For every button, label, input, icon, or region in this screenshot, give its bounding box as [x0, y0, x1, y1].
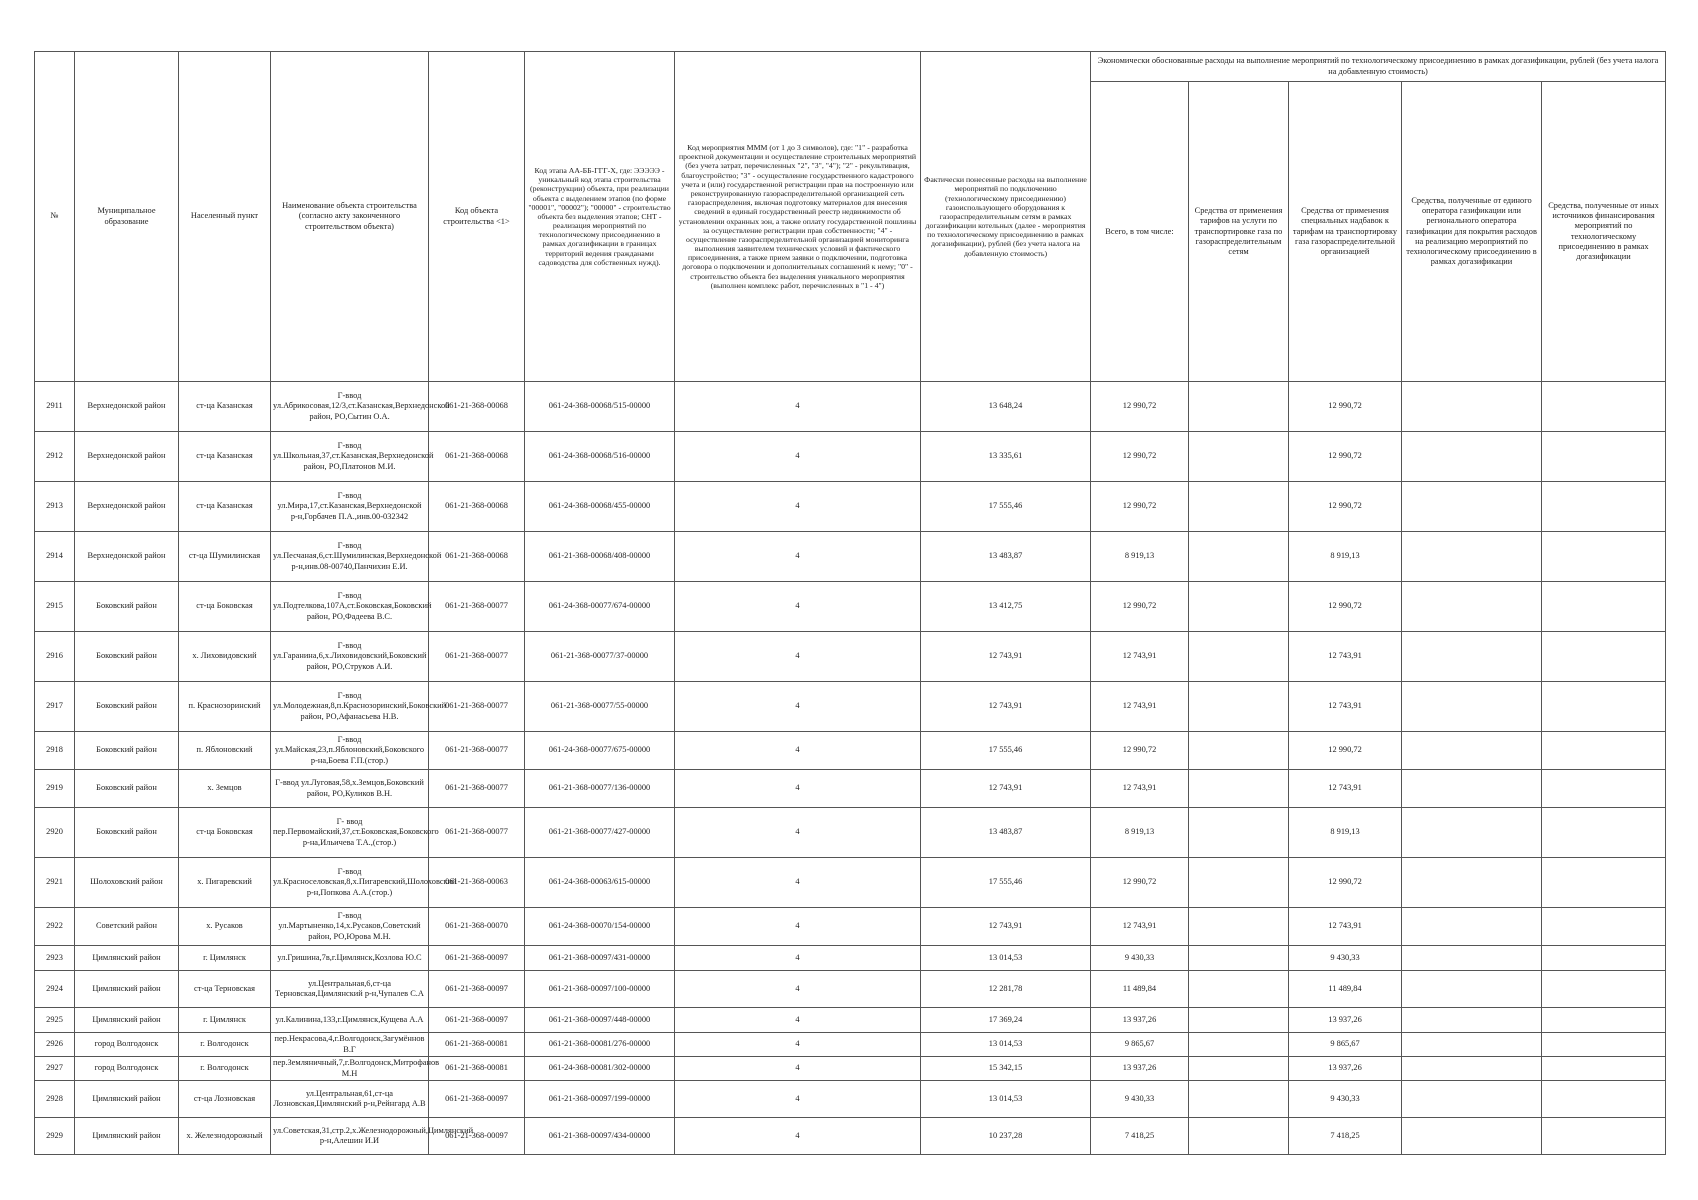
total-cell: 12 743,91 [1091, 770, 1189, 808]
actual-costs-cell: 12 281,78 [921, 971, 1091, 1008]
row-number: 2926 [35, 1033, 75, 1057]
header-other-sources: Средства, полученные от иных источников финансирования мероприятий по технологическому присоединению в рамках догазификации [1542, 82, 1666, 382]
object-name-cell: ул.Советская,31,стр.2,х.Железнодорожный,Цимлянский р-н,Алешин И.И [271, 1118, 429, 1155]
object-code-cell: 061-21-368-00068 [429, 432, 525, 482]
event-code-cell: 4 [675, 1118, 921, 1155]
header-object-code: Код объекта строительства <1> [429, 52, 525, 382]
object-name-cell: Г-ввод ул.Школьная,37,ст.Казанская,Верхнедонской район, РО,Платонов М.И. [271, 432, 429, 482]
single-operator-cell [1402, 808, 1542, 858]
other-sources-cell [1542, 1008, 1666, 1033]
municipality-cell: город Волгодонск [75, 1033, 179, 1057]
settlement-cell: г. Волгодонск [179, 1057, 271, 1081]
settlement-cell: х. Пигаревский [179, 858, 271, 908]
tariff-transport-cell [1189, 632, 1289, 682]
table-row [35, 858, 1666, 908]
object-code-cell: 061-21-368-00081 [429, 1057, 525, 1081]
single-operator-cell [1402, 482, 1542, 532]
total-cell: 12 990,72 [1091, 382, 1189, 432]
row-number: 2918 [35, 732, 75, 770]
table-row [35, 1057, 1666, 1081]
special-surcharge-cell: 13 937,26 [1289, 1008, 1402, 1033]
single-operator-cell [1402, 1057, 1542, 1081]
special-surcharge-cell: 12 990,72 [1289, 582, 1402, 632]
total-cell: 13 937,26 [1091, 1008, 1189, 1033]
tariff-transport-cell [1189, 858, 1289, 908]
actual-costs-cell: 17 555,46 [921, 482, 1091, 532]
municipality-cell: Боковский район [75, 732, 179, 770]
table-row [35, 682, 1666, 732]
header-settlement: Населенный пункт [179, 52, 271, 382]
other-sources-cell [1542, 432, 1666, 482]
row-number: 2911 [35, 382, 75, 432]
tariff-transport-cell [1189, 1008, 1289, 1033]
object-code-cell: 061-21-368-00068 [429, 482, 525, 532]
object-name-cell: ул.Центральная,6,ст-ца Терновская,Цимлянский р-н,Чупалев С.А [271, 971, 429, 1008]
tariff-transport-cell [1189, 532, 1289, 582]
object-name-cell: Г-ввод ул.Мира,17,ст.Казанская,Верхнедонской р-н,Горбачев П.А.,инв.00-032342 [271, 482, 429, 532]
event-code-cell: 4 [675, 682, 921, 732]
settlement-cell: ст-ца Казанская [179, 382, 271, 432]
settlement-cell: г. Волгодонск [179, 1033, 271, 1057]
object-code-cell: 061-21-368-00077 [429, 582, 525, 632]
stage-code-cell: 061-24-368-00077/674-00000 [525, 582, 675, 632]
stage-code-cell: 061-24-368-00077/675-00000 [525, 732, 675, 770]
actual-costs-cell: 13 648,24 [921, 382, 1091, 432]
single-operator-cell [1402, 858, 1542, 908]
municipality-cell: Верхнедонской район [75, 382, 179, 432]
municipality-cell: Цимлянский район [75, 946, 179, 971]
other-sources-cell [1542, 808, 1666, 858]
actual-costs-cell: 17 555,46 [921, 732, 1091, 770]
total-cell: 12 990,72 [1091, 858, 1189, 908]
total-cell: 8 919,13 [1091, 532, 1189, 582]
object-name-cell: Г-ввод ул.Гаранина,6,х.Лиховидовский,Боковский район, РО,Струков А.И. [271, 632, 429, 682]
single-operator-cell [1402, 682, 1542, 732]
event-code-cell: 4 [675, 1057, 921, 1081]
total-cell: 12 990,72 [1091, 432, 1189, 482]
special-surcharge-cell: 8 919,13 [1289, 532, 1402, 582]
header-stage-code: Код этапа АА-ББ-ГГГ-Х, где: ЭЭЭЭЭ - уникальный код этапа строительства (реконструкции) объекта, при реализации объекта с выделением этапов (по форме "00001", "00002"); "00000" - строительство объекта без выделения этапов; СНТ - реализация мероприятий по технологическому присоединению в рамках догазификации в границах территорий ведения гражданами садоводства для собственных нужд). [525, 52, 675, 382]
stage-code-cell: 061-21-368-00068/408-00000 [525, 532, 675, 582]
settlement-cell: ст-ца Шумилинская [179, 532, 271, 582]
other-sources-cell [1542, 1033, 1666, 1057]
special-surcharge-cell: 12 990,72 [1289, 482, 1402, 532]
settlement-cell: ст-ца Лозновская [179, 1081, 271, 1118]
single-operator-cell [1402, 432, 1542, 482]
object-code-cell: 061-21-368-00077 [429, 770, 525, 808]
object-code-cell: 061-21-368-00068 [429, 382, 525, 432]
stage-code-cell: 061-21-368-00077/136-00000 [525, 770, 675, 808]
object-code-cell: 061-21-368-00070 [429, 908, 525, 946]
settlement-cell: ст-ца Казанская [179, 432, 271, 482]
object-name-cell: Г-ввод ул.Молодежная,8,п.Краснозоринский,Боковский район, РО,Афанасьева Н.В. [271, 682, 429, 732]
tariff-transport-cell [1189, 1118, 1289, 1155]
event-code-cell: 4 [675, 482, 921, 532]
special-surcharge-cell: 8 919,13 [1289, 808, 1402, 858]
stage-code-cell: 061-21-368-00097/100-00000 [525, 971, 675, 1008]
table-row [35, 532, 1666, 582]
object-name-cell: Г-ввод ул.Песчаная,6,ст.Шумилинская,Верхнедонской р-н,инв.08-00740,Панчихин Е.И. [271, 532, 429, 582]
header-single-operator: Средства, полученные от единого оператора газификации или регионального оператора газификации для покрытия расходов на реализацию мероприятий по технологическому присоединению в рамках догазификации [1402, 82, 1542, 382]
stage-code-cell: 061-24-368-00068/516-00000 [525, 432, 675, 482]
actual-costs-cell: 13 014,53 [921, 946, 1091, 971]
settlement-cell: ст-ца Боковская [179, 582, 271, 632]
row-number: 2921 [35, 858, 75, 908]
header-no: № [35, 52, 75, 382]
header-event-code: Код мероприятия МММ (от 1 до 3 символов), где: "1" - разработка проектной документации и осуществление строительных мероприятий (без учета затрат, перечисленных "2", "3", "4"); "2" - рекультивация, благоустройство; "3" - осуществление государственного кадастрового учета и (или) государственной регистрации прав на построенную или реконструированную газораспределительной организацией сеть газораспределения, включая подготовку материалов для внесения сведений в единый государственный реестр недвижимости об установлении охранных зон, а также оплату государственной пошлины за осуществление регистрации прав собственности; "4" - осуществление газораспределительной организацией мониторинга выполнения заявителем технических условий и фактического присоединения, а также прием заявки о подключении, подготовка договора о подключении и дополнительных соглашений к нему; "0" - строительство объекта без выделения уникального мероприятия (выполнен комплекс работ, перечисленных в "1 - 4") [675, 52, 921, 382]
actual-costs-cell: 13 014,53 [921, 1081, 1091, 1118]
special-surcharge-cell: 9 430,33 [1289, 1081, 1402, 1118]
settlement-cell: ст-ца Казанская [179, 482, 271, 532]
other-sources-cell [1542, 1081, 1666, 1118]
total-cell: 12 743,91 [1091, 632, 1189, 682]
table-row [35, 1033, 1666, 1057]
tariff-transport-cell [1189, 971, 1289, 1008]
other-sources-cell [1542, 582, 1666, 632]
total-cell: 12 743,91 [1091, 908, 1189, 946]
single-operator-cell [1402, 1118, 1542, 1155]
other-sources-cell [1542, 1057, 1666, 1081]
table-row [35, 1118, 1666, 1155]
object-name-cell: ул.Центральная,61,ст-ца Лозновская,Цимлянский р-н,Рейнгард А.В [271, 1081, 429, 1118]
special-surcharge-cell: 12 743,91 [1289, 682, 1402, 732]
settlement-cell: г. Цимлянск [179, 946, 271, 971]
municipality-cell: Шолоховский район [75, 858, 179, 908]
table-row [35, 971, 1666, 1008]
actual-costs-cell: 10 237,28 [921, 1118, 1091, 1155]
special-surcharge-cell: 12 990,72 [1289, 858, 1402, 908]
event-code-cell: 4 [675, 908, 921, 946]
other-sources-cell [1542, 858, 1666, 908]
row-number: 2916 [35, 632, 75, 682]
row-number: 2928 [35, 1081, 75, 1118]
total-cell: 7 418,25 [1091, 1118, 1189, 1155]
settlement-cell: ст-ца Терновская [179, 971, 271, 1008]
tariff-transport-cell [1189, 732, 1289, 770]
actual-costs-cell: 13 335,61 [921, 432, 1091, 482]
single-operator-cell [1402, 732, 1542, 770]
municipality-cell: Боковский район [75, 770, 179, 808]
tariff-transport-cell [1189, 808, 1289, 858]
special-surcharge-cell: 7 418,25 [1289, 1118, 1402, 1155]
stage-code-cell: 061-21-368-00097/199-00000 [525, 1081, 675, 1118]
row-number: 2915 [35, 582, 75, 632]
tariff-transport-cell [1189, 432, 1289, 482]
other-sources-cell [1542, 1118, 1666, 1155]
actual-costs-cell: 13 483,87 [921, 532, 1091, 582]
tariff-transport-cell [1189, 682, 1289, 732]
row-number: 2914 [35, 532, 75, 582]
actual-costs-cell: 12 743,91 [921, 682, 1091, 732]
total-cell: 9 430,33 [1091, 1081, 1189, 1118]
object-code-cell: 061-21-368-00097 [429, 1118, 525, 1155]
event-code-cell: 4 [675, 770, 921, 808]
object-name-cell: ул.Гришина,7в,г.Цимлянск,Козлова Ю.С [271, 946, 429, 971]
row-number: 2924 [35, 971, 75, 1008]
row-number: 2919 [35, 770, 75, 808]
stage-code-cell: 061-24-368-00068/455-00000 [525, 482, 675, 532]
settlement-cell: ст-ца Боковская [179, 808, 271, 858]
event-code-cell: 4 [675, 1033, 921, 1057]
municipality-cell: Цимлянский район [75, 1118, 179, 1155]
header-special-surcharge: Средства от применения специальных надбавок к тарифам на транспортировку газа газораспределительной организацией [1289, 82, 1402, 382]
total-cell: 12 743,91 [1091, 682, 1189, 732]
municipality-cell: город Волгодонск [75, 1057, 179, 1081]
event-code-cell: 4 [675, 808, 921, 858]
total-cell: 12 990,72 [1091, 582, 1189, 632]
object-name-cell: Г-ввод ул.Мартыненко,14,х.Русаков,Советский район, РО,Юрова М.Н. [271, 908, 429, 946]
single-operator-cell [1402, 632, 1542, 682]
settlement-cell: х. Земцов [179, 770, 271, 808]
total-cell: 12 990,72 [1091, 732, 1189, 770]
single-operator-cell [1402, 770, 1542, 808]
stage-code-cell: 061-21-368-00097/431-00000 [525, 946, 675, 971]
settlement-cell: г. Цимлянск [179, 1008, 271, 1033]
object-code-cell: 061-21-368-00077 [429, 732, 525, 770]
object-name-cell: пер.Земляничный,7,г.Волгодонск,Митрофанов М.Н [271, 1057, 429, 1081]
table-row [35, 1081, 1666, 1118]
event-code-cell: 4 [675, 971, 921, 1008]
object-name-cell: Г-ввод ул.Майская,23,п.Яблоновский,Боковского р-на,Боева Г.П.(стор.) [271, 732, 429, 770]
tariff-transport-cell [1189, 1081, 1289, 1118]
other-sources-cell [1542, 946, 1666, 971]
row-number: 2923 [35, 946, 75, 971]
object-name-cell: Г-ввод ул.Красноселовская,8,х.Пигаревский,Шолоховский р-н,Попкова А.А.(стор.) [271, 858, 429, 908]
row-number: 2927 [35, 1057, 75, 1081]
event-code-cell: 4 [675, 532, 921, 582]
special-surcharge-cell: 12 743,91 [1289, 632, 1402, 682]
municipality-cell: Цимлянский район [75, 971, 179, 1008]
special-surcharge-cell: 9 430,33 [1289, 946, 1402, 971]
row-number: 2912 [35, 432, 75, 482]
table-row [35, 808, 1666, 858]
tariff-transport-cell [1189, 482, 1289, 532]
actual-costs-cell: 17 555,46 [921, 858, 1091, 908]
total-cell: 13 937,26 [1091, 1057, 1189, 1081]
municipality-cell: Цимлянский район [75, 1008, 179, 1033]
special-surcharge-cell: 11 489,84 [1289, 971, 1402, 1008]
municipality-cell: Боковский район [75, 808, 179, 858]
settlement-cell: х. Железнодорожный [179, 1118, 271, 1155]
single-operator-cell [1402, 532, 1542, 582]
municipality-cell: Верхнедонской район [75, 482, 179, 532]
other-sources-cell [1542, 732, 1666, 770]
object-code-cell: 061-21-368-00097 [429, 1081, 525, 1118]
event-code-cell: 4 [675, 946, 921, 971]
stage-code-cell: 061-21-368-00077/55-00000 [525, 682, 675, 732]
actual-costs-cell: 13 483,87 [921, 808, 1091, 858]
row-number: 2917 [35, 682, 75, 732]
tariff-transport-cell [1189, 946, 1289, 971]
row-number: 2922 [35, 908, 75, 946]
settlement-cell: х. Русаков [179, 908, 271, 946]
event-code-cell: 4 [675, 432, 921, 482]
other-sources-cell [1542, 971, 1666, 1008]
table-row [35, 732, 1666, 770]
table-row [35, 382, 1666, 432]
header-municipality: Муниципальное образование [75, 52, 179, 382]
stage-code-cell: 061-24-368-00063/615-00000 [525, 858, 675, 908]
single-operator-cell [1402, 971, 1542, 1008]
other-sources-cell [1542, 482, 1666, 532]
tariff-transport-cell [1189, 382, 1289, 432]
special-surcharge-cell: 12 990,72 [1289, 732, 1402, 770]
total-cell: 9 865,67 [1091, 1033, 1189, 1057]
object-name-cell: Г- ввод пер.Первомайский,37,ст.Боковская,Боковского р-на,Ильичева Т.А.,(стор.) [271, 808, 429, 858]
settlement-cell: х. Лиховидовский [179, 632, 271, 682]
row-number: 2925 [35, 1008, 75, 1033]
stage-code-cell: 061-21-368-00097/448-00000 [525, 1008, 675, 1033]
object-name-cell: Г-ввод ул.Подтелкова,107А,ст.Боковская,Боковский район, РО,Фадеева В.С. [271, 582, 429, 632]
municipality-cell: Боковский район [75, 582, 179, 632]
table-row [35, 770, 1666, 808]
table-body [35, 382, 1666, 1155]
total-cell: 12 990,72 [1091, 482, 1189, 532]
event-code-cell: 4 [675, 1008, 921, 1033]
header-actual-costs: Фактически понесенные расходы на выполнение мероприятий по подключению (технологическому присоединению) газоиспользующего оборудования к газораспределительным сетям в рамках догазификации котельных (далее - мероприятия по технологическому присоединению в рамках догазификации), рублей (без учета налога на добавленную стоимость) [921, 52, 1091, 382]
stage-code-cell: 061-21-368-00077/37-00000 [525, 632, 675, 682]
object-code-cell: 061-21-368-00097 [429, 971, 525, 1008]
single-operator-cell [1402, 582, 1542, 632]
actual-costs-cell: 12 743,91 [921, 908, 1091, 946]
single-operator-cell [1402, 382, 1542, 432]
event-code-cell: 4 [675, 632, 921, 682]
stage-code-cell: 061-24-368-00070/154-00000 [525, 908, 675, 946]
object-code-cell: 061-21-368-00081 [429, 1033, 525, 1057]
stage-code-cell: 061-24-368-00068/515-00000 [525, 382, 675, 432]
table-row [35, 582, 1666, 632]
single-operator-cell [1402, 908, 1542, 946]
municipality-cell: Боковский район [75, 682, 179, 732]
actual-costs-cell: 12 743,91 [921, 632, 1091, 682]
actual-costs-cell: 13 014,53 [921, 1033, 1091, 1057]
event-code-cell: 4 [675, 382, 921, 432]
header-econ-group: Экономически обоснованные расходы на выполнение мероприятий по технологическому присоединению в рамках догазификации, рублей (без учета налога на добавленную стоимость) [1091, 52, 1666, 82]
table-header [35, 52, 1666, 382]
object-code-cell: 061-21-368-00077 [429, 808, 525, 858]
object-code-cell: 061-21-368-00097 [429, 946, 525, 971]
municipality-cell: Цимлянский район [75, 1081, 179, 1118]
other-sources-cell [1542, 382, 1666, 432]
tariff-transport-cell [1189, 770, 1289, 808]
total-cell: 9 430,33 [1091, 946, 1189, 971]
other-sources-cell [1542, 532, 1666, 582]
single-operator-cell [1402, 946, 1542, 971]
actual-costs-cell: 13 412,75 [921, 582, 1091, 632]
object-name-cell: ул.Калинина,133,г.Цимлянск,Кущева А.А [271, 1008, 429, 1033]
object-name-cell: пер.Некрасова,4,г.Волгодонск,Загумённов В.Г [271, 1033, 429, 1057]
object-code-cell: 061-21-368-00077 [429, 682, 525, 732]
special-surcharge-cell: 12 990,72 [1289, 382, 1402, 432]
actual-costs-cell: 12 743,91 [921, 770, 1091, 808]
special-surcharge-cell: 9 865,67 [1289, 1033, 1402, 1057]
object-code-cell: 061-21-368-00097 [429, 1008, 525, 1033]
event-code-cell: 4 [675, 582, 921, 632]
single-operator-cell [1402, 1081, 1542, 1118]
object-code-cell: 061-21-368-00063 [429, 858, 525, 908]
single-operator-cell [1402, 1008, 1542, 1033]
row-number: 2920 [35, 808, 75, 858]
object-name-cell: Г-ввод ул.Луговая,58,х.Земцов,Боковский район, РО,Куликов В.Н. [271, 770, 429, 808]
table-row [35, 946, 1666, 971]
single-operator-cell [1402, 1033, 1542, 1057]
stage-code-cell: 061-21-368-00097/434-00000 [525, 1118, 675, 1155]
actual-costs-cell: 15 342,15 [921, 1057, 1091, 1081]
event-code-cell: 4 [675, 858, 921, 908]
special-surcharge-cell: 13 937,26 [1289, 1057, 1402, 1081]
table-row [35, 632, 1666, 682]
table-row [35, 432, 1666, 482]
row-number: 2929 [35, 1118, 75, 1155]
header-total: Всего, в том числе: [1091, 82, 1189, 382]
event-code-cell: 4 [675, 732, 921, 770]
special-surcharge-cell: 12 990,72 [1289, 432, 1402, 482]
total-cell: 11 489,84 [1091, 971, 1189, 1008]
special-surcharge-cell: 12 743,91 [1289, 770, 1402, 808]
settlement-cell: п. Яблоновский [179, 732, 271, 770]
table-row [35, 1008, 1666, 1033]
object-code-cell: 061-21-368-00068 [429, 532, 525, 582]
actual-costs-cell: 17 369,24 [921, 1008, 1091, 1033]
table-row [35, 482, 1666, 532]
other-sources-cell [1542, 682, 1666, 732]
special-surcharge-cell: 12 743,91 [1289, 908, 1402, 946]
header-object-name: Наименование объекта строительства (согласно акту законченного строительством объекта) [271, 52, 429, 382]
event-code-cell: 4 [675, 1081, 921, 1118]
municipality-cell: Верхнедонской район [75, 432, 179, 482]
municipality-cell: Советский район [75, 908, 179, 946]
tariff-transport-cell [1189, 908, 1289, 946]
object-code-cell: 061-21-368-00077 [429, 632, 525, 682]
municipality-cell: Боковский район [75, 632, 179, 682]
tariff-transport-cell [1189, 1033, 1289, 1057]
settlement-cell: п. Краснозоринский [179, 682, 271, 732]
table-row [35, 908, 1666, 946]
costs-table [34, 51, 1666, 1155]
row-number: 2913 [35, 482, 75, 532]
other-sources-cell [1542, 908, 1666, 946]
stage-code-cell: 061-24-368-00081/302-00000 [525, 1057, 675, 1081]
stage-code-cell: 061-21-368-00081/276-00000 [525, 1033, 675, 1057]
tariff-transport-cell [1189, 1057, 1289, 1081]
tariff-transport-cell [1189, 582, 1289, 632]
other-sources-cell [1542, 632, 1666, 682]
stage-code-cell: 061-21-368-00077/427-00000 [525, 808, 675, 858]
other-sources-cell [1542, 770, 1666, 808]
total-cell: 8 919,13 [1091, 808, 1189, 858]
header-tariff-transport: Средства от применения тарифов на услуги по транспортировке газа по газораспределительным сетям [1189, 82, 1289, 382]
object-name-cell: Г-ввод ул.Абрикосовая,12/3,ст.Казанская,Верхнедонской район, РО,Сытин О.А. [271, 382, 429, 432]
municipality-cell: Верхнедонской район [75, 532, 179, 582]
